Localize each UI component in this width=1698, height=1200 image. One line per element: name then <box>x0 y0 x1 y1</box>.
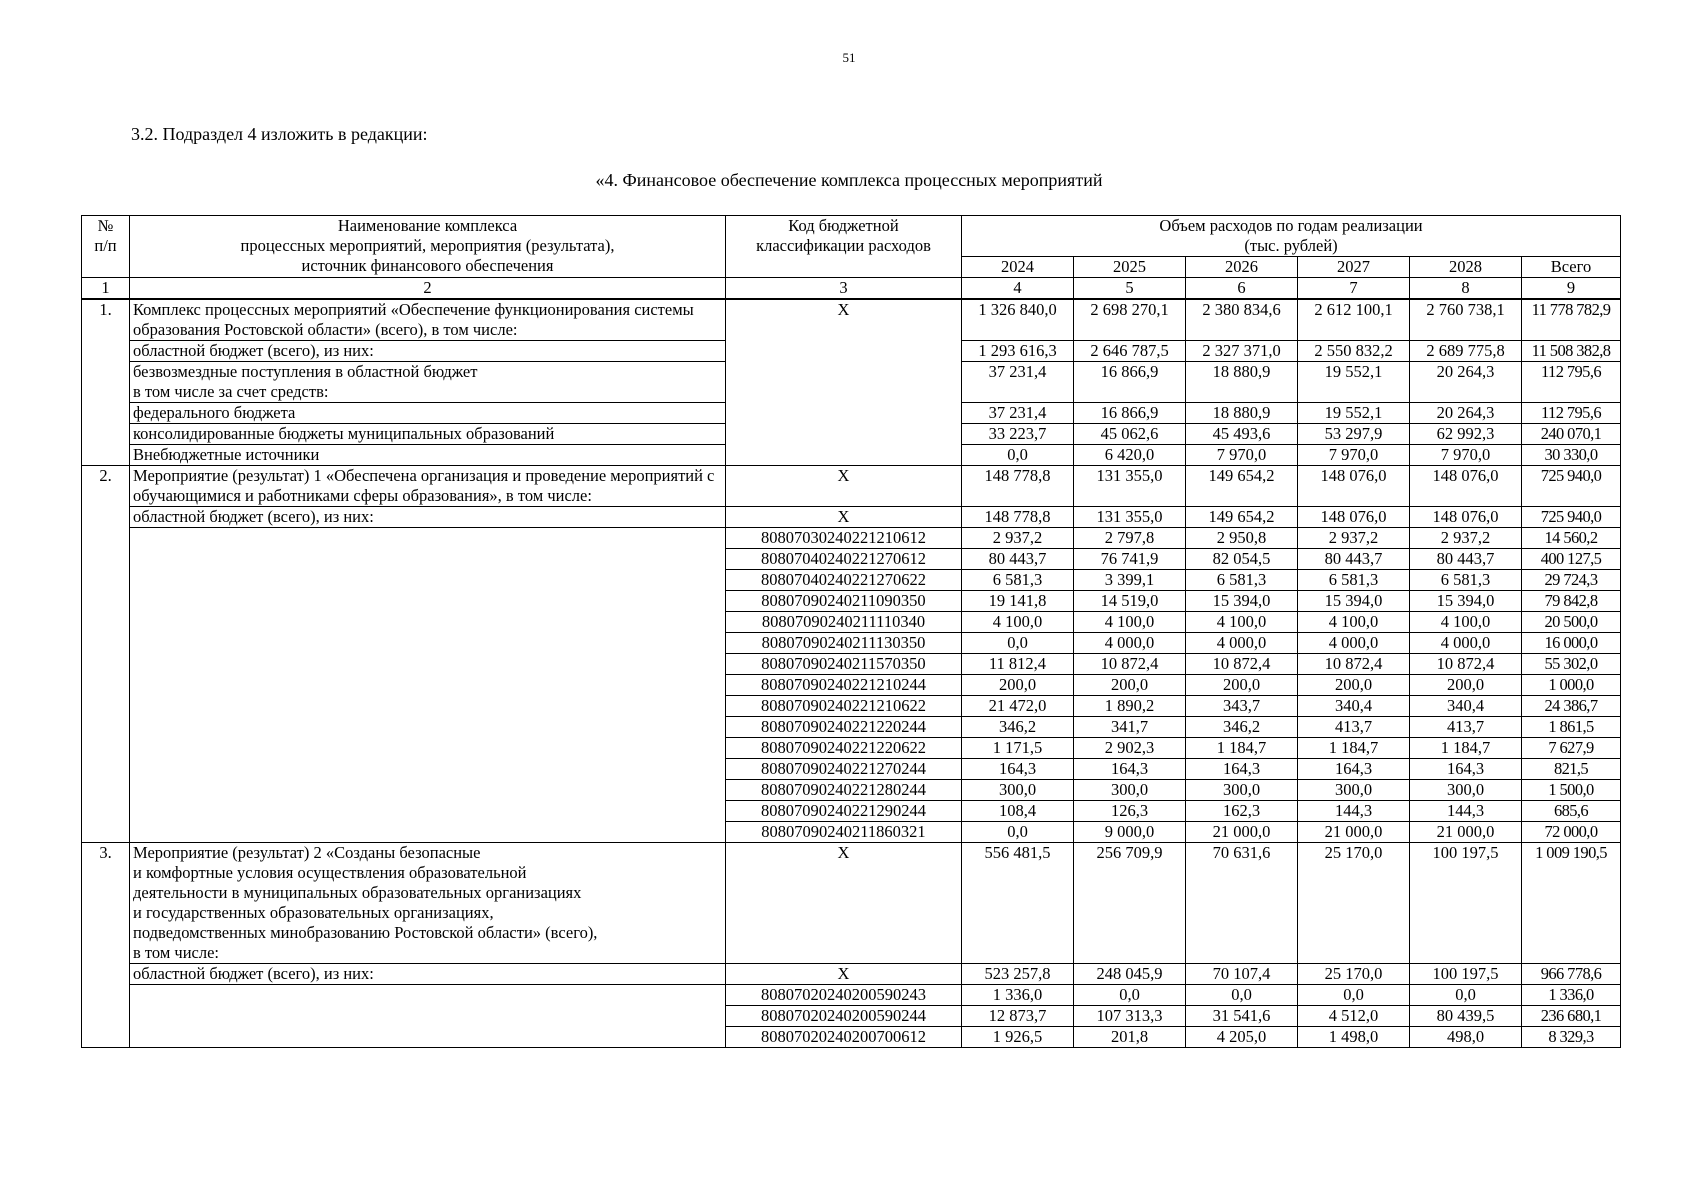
value-cell: 15 394,0 <box>1298 591 1410 612</box>
section2-title-row <box>82 466 1621 507</box>
financing-table <box>81 215 1621 1048</box>
budget-code: 80807030240221210612 <box>726 528 962 549</box>
value-cell: 2 550 832,2 <box>1298 341 1410 362</box>
value-cell: 37 231,4 <box>962 362 1074 403</box>
value-cell: 100 197,5 <box>1410 964 1522 985</box>
value-cell: 162,3 <box>1186 801 1298 822</box>
value-cell: 1 861,5 <box>1522 717 1621 738</box>
header-row <box>82 216 1621 257</box>
value-cell: 256 709,9 <box>1074 843 1186 964</box>
value-cell: 2 612 100,1 <box>1298 299 1410 341</box>
value-cell: 12 873,7 <box>962 1006 1074 1027</box>
budget-code: 80807090240221210622 <box>726 696 962 717</box>
value-cell: 149 654,2 <box>1186 507 1298 528</box>
value-cell: 20 264,3 <box>1410 403 1522 424</box>
row-name: областной бюджет (всего), из них: <box>130 341 726 362</box>
header-no: № п/п <box>82 216 130 278</box>
value-cell: 79 842,8 <box>1522 591 1621 612</box>
value-cell: 4 100,0 <box>1298 612 1410 633</box>
column-number: 9 <box>1522 278 1621 300</box>
value-cell: 0,0 <box>962 822 1074 843</box>
value-cell: 2 698 270,1 <box>1074 299 1186 341</box>
value-cell: 966 778,6 <box>1522 964 1621 985</box>
value-cell: 1 293 616,3 <box>962 341 1074 362</box>
value-cell: 725 940,0 <box>1522 466 1621 507</box>
budget-code: 80807090240211130350 <box>726 633 962 654</box>
value-cell: 19 552,1 <box>1298 362 1410 403</box>
section2-regional-row <box>82 507 1621 528</box>
value-cell: 1 336,0 <box>1522 985 1621 1006</box>
value-cell: 2 380 834,6 <box>1186 299 1298 341</box>
value-cell: 498,0 <box>1410 1027 1522 1048</box>
header-volume: Объем расходов по годам реализации (тыс. рублей) <box>962 216 1621 257</box>
column-number: 7 <box>1298 278 1410 300</box>
budget-code: Х <box>726 964 962 985</box>
value-cell: 10 872,4 <box>1186 654 1298 675</box>
row-name: федерального бюджета <box>130 403 726 424</box>
intro-text: 3.2. Подраздел 4 изложить в редакции: <box>131 124 428 144</box>
value-cell: 45 493,6 <box>1186 424 1298 445</box>
value-cell: 126,3 <box>1074 801 1186 822</box>
value-cell: 11 812,4 <box>962 654 1074 675</box>
value-cell: 248 045,9 <box>1074 964 1186 985</box>
value-cell: 148 076,0 <box>1410 466 1522 507</box>
row-number: 3. <box>82 843 130 1048</box>
value-cell: 76 741,9 <box>1074 549 1186 570</box>
budget-code: 80807090240221210244 <box>726 675 962 696</box>
value-cell: 821,5 <box>1522 759 1621 780</box>
value-cell: 2 937,2 <box>1410 528 1522 549</box>
value-cell: 100 197,5 <box>1410 843 1522 964</box>
budget-code: 80807090240211570350 <box>726 654 962 675</box>
row-number: 1. <box>82 299 130 466</box>
page-number: 51 <box>842 50 856 65</box>
empty-name-cell <box>130 985 726 1048</box>
row-name: областной бюджет (всего), из них: <box>130 507 726 528</box>
value-cell: 131 355,0 <box>1074 466 1186 507</box>
value-cell: 1 500,0 <box>1522 780 1621 801</box>
budget-code: Х <box>726 507 962 528</box>
value-cell: 400 127,5 <box>1522 549 1621 570</box>
value-cell: 148 778,8 <box>962 507 1074 528</box>
value-cell: 6 581,3 <box>962 570 1074 591</box>
budget-code: Х <box>726 843 962 964</box>
value-cell: 164,3 <box>1074 759 1186 780</box>
budget-code: 80807090240221220622 <box>726 738 962 759</box>
value-cell: 10 872,4 <box>1074 654 1186 675</box>
value-cell: 343,7 <box>1186 696 1298 717</box>
row-number: 2. <box>82 466 130 843</box>
value-cell: 201,8 <box>1074 1027 1186 1048</box>
budget-code: 80807090240221280244 <box>726 780 962 801</box>
value-cell: 10 872,4 <box>1298 654 1410 675</box>
value-cell: 15 394,0 <box>1410 591 1522 612</box>
section2-code-row <box>82 528 1621 549</box>
budget-code: 80807020240200590244 <box>726 1006 962 1027</box>
value-cell: 1 184,7 <box>1298 738 1410 759</box>
value-cell: 1 009 190,5 <box>1522 843 1621 964</box>
value-cell: 7 970,0 <box>1186 445 1298 466</box>
value-cell: 556 481,5 <box>962 843 1074 964</box>
column-number: 2 <box>130 278 726 300</box>
value-cell: 15 394,0 <box>1186 591 1298 612</box>
value-cell: 2 646 787,5 <box>1074 341 1186 362</box>
value-cell: 300,0 <box>1410 780 1522 801</box>
header-year: 2027 <box>1298 257 1410 278</box>
value-cell: 413,7 <box>1298 717 1410 738</box>
value-cell: 20 500,0 <box>1522 612 1621 633</box>
budget-code: 80807090240211110340 <box>726 612 962 633</box>
value-cell: 0,0 <box>1074 985 1186 1006</box>
value-cell: 19 141,8 <box>962 591 1074 612</box>
header-year: 2024 <box>962 257 1074 278</box>
column-numbers-row <box>82 278 1621 300</box>
value-cell: 2 797,8 <box>1074 528 1186 549</box>
row-name: областной бюджет (всего), из них: <box>130 964 726 985</box>
value-cell: 16 866,9 <box>1074 362 1186 403</box>
header-year: 2028 <box>1410 257 1522 278</box>
value-cell: 164,3 <box>1298 759 1410 780</box>
value-cell: 16 866,9 <box>1074 403 1186 424</box>
budget-code: 80807020240200700612 <box>726 1027 962 1048</box>
column-number: 6 <box>1186 278 1298 300</box>
column-number: 8 <box>1410 278 1522 300</box>
value-cell: 6 581,3 <box>1410 570 1522 591</box>
value-cell: 149 654,2 <box>1186 466 1298 507</box>
value-cell: 1 890,2 <box>1074 696 1186 717</box>
value-cell: 30 330,0 <box>1522 445 1621 466</box>
value-cell: 164,3 <box>1410 759 1522 780</box>
value-cell: 80 443,7 <box>1298 549 1410 570</box>
budget-code: 80807040240221270622 <box>726 570 962 591</box>
value-cell: 2 950,8 <box>1186 528 1298 549</box>
budget-code: 80807020240200590243 <box>726 985 962 1006</box>
section3-title-row <box>82 843 1621 964</box>
value-cell: 346,2 <box>962 717 1074 738</box>
value-cell: 148 076,0 <box>1298 507 1410 528</box>
value-cell: 148 076,0 <box>1410 507 1522 528</box>
value-cell: 685,6 <box>1522 801 1621 822</box>
value-cell: 3 399,1 <box>1074 570 1186 591</box>
value-cell: 6 581,3 <box>1298 570 1410 591</box>
value-cell: 7 970,0 <box>1298 445 1410 466</box>
value-cell: 200,0 <box>1298 675 1410 696</box>
value-cell: 16 000,0 <box>1522 633 1621 654</box>
value-cell: 240 070,1 <box>1522 424 1621 445</box>
value-cell: 21 000,0 <box>1186 822 1298 843</box>
value-cell: 70 631,6 <box>1186 843 1298 964</box>
value-cell: 1 171,5 <box>962 738 1074 759</box>
value-cell: 25 170,0 <box>1298 843 1410 964</box>
value-cell: 1 498,0 <box>1298 1027 1410 1048</box>
value-cell: 4 100,0 <box>962 612 1074 633</box>
row-name: безвозмездные поступления в областной бюджет в том числе за счет средств: <box>130 362 726 403</box>
value-cell: 4 000,0 <box>1410 633 1522 654</box>
empty-name-cell <box>130 528 726 843</box>
value-cell: 2 937,2 <box>962 528 1074 549</box>
value-cell: 7 627,9 <box>1522 738 1621 759</box>
value-cell: 236 680,1 <box>1522 1006 1621 1027</box>
value-cell: 4 000,0 <box>1186 633 1298 654</box>
value-cell: 200,0 <box>1410 675 1522 696</box>
column-number: 1 <box>82 278 130 300</box>
row-name: Мероприятие (результат) 1 «Обеспечена организация и проведение мероприятий с обучающимися и работниками сферы образования», в том числе: <box>130 466 726 507</box>
budget-code: 80807090240221290244 <box>726 801 962 822</box>
value-cell: 0,0 <box>962 633 1074 654</box>
row-name: Внебюджетные источники <box>130 445 726 466</box>
header-year: 2025 <box>1074 257 1186 278</box>
value-cell: 45 062,6 <box>1074 424 1186 445</box>
value-cell: 144,3 <box>1298 801 1410 822</box>
value-cell: 341,7 <box>1074 717 1186 738</box>
value-cell: 53 297,9 <box>1298 424 1410 445</box>
value-cell: 25 170,0 <box>1298 964 1410 985</box>
section3-regional-row <box>82 964 1621 985</box>
value-cell: 33 223,7 <box>962 424 1074 445</box>
value-cell: 340,4 <box>1410 696 1522 717</box>
value-cell: 2 902,3 <box>1074 738 1186 759</box>
section3-code-row <box>82 985 1621 1006</box>
value-cell: 11 508 382,8 <box>1522 341 1621 362</box>
budget-code: Х <box>726 299 962 466</box>
row-name: Мероприятие (результат) 2 «Созданы безопасные и комфортные условия осуществления образовательной деятельности в муниципальных образовательных организациях и государственных образовательных организациях, подведомственных минобразованию Ростовской области» (всего), в том числе: <box>130 843 726 964</box>
value-cell: 70 107,4 <box>1186 964 1298 985</box>
value-cell: 14 519,0 <box>1074 591 1186 612</box>
value-cell: 2 327 371,0 <box>1186 341 1298 362</box>
header-year: Всего <box>1522 257 1621 278</box>
value-cell: 14 560,2 <box>1522 528 1621 549</box>
value-cell: 6 420,0 <box>1074 445 1186 466</box>
value-cell: 300,0 <box>1298 780 1410 801</box>
value-cell: 4 000,0 <box>1298 633 1410 654</box>
value-cell: 1 926,5 <box>962 1027 1074 1048</box>
header-code: Код бюджетной классификации расходов <box>726 216 962 278</box>
value-cell: 200,0 <box>1074 675 1186 696</box>
value-cell: 200,0 <box>962 675 1074 696</box>
column-number: 3 <box>726 278 962 300</box>
value-cell: 18 880,9 <box>1186 403 1298 424</box>
value-cell: 9 000,0 <box>1074 822 1186 843</box>
value-cell: 144,3 <box>1410 801 1522 822</box>
row-name: консолидированные бюджеты муниципальных образований <box>130 424 726 445</box>
value-cell: 4 100,0 <box>1410 612 1522 633</box>
budget-code: 80807090240221270244 <box>726 759 962 780</box>
budget-code: 80807090240211090350 <box>726 591 962 612</box>
section1-row <box>82 299 1621 341</box>
value-cell: 0,0 <box>962 445 1074 466</box>
value-cell: 340,4 <box>1298 696 1410 717</box>
value-cell: 1 184,7 <box>1186 738 1298 759</box>
budget-code: 80807090240221220244 <box>726 717 962 738</box>
value-cell: 4 000,0 <box>1074 633 1186 654</box>
value-cell: 131 355,0 <box>1074 507 1186 528</box>
value-cell: 55 302,0 <box>1522 654 1621 675</box>
header-year: 2026 <box>1186 257 1298 278</box>
value-cell: 8 329,3 <box>1522 1027 1621 1048</box>
value-cell: 112 795,6 <box>1522 403 1621 424</box>
value-cell: 148 076,0 <box>1298 466 1410 507</box>
value-cell: 4 100,0 <box>1186 612 1298 633</box>
value-cell: 24 386,7 <box>1522 696 1621 717</box>
value-cell: 112 795,6 <box>1522 362 1621 403</box>
value-cell: 37 231,4 <box>962 403 1074 424</box>
value-cell: 1 000,0 <box>1522 675 1621 696</box>
value-cell: 29 724,3 <box>1522 570 1621 591</box>
value-cell: 80 443,7 <box>962 549 1074 570</box>
value-cell: 4 100,0 <box>1074 612 1186 633</box>
value-cell: 0,0 <box>1186 985 1298 1006</box>
value-cell: 82 054,5 <box>1186 549 1298 570</box>
budget-code: 80807090240211860321 <box>726 822 962 843</box>
value-cell: 1 336,0 <box>962 985 1074 1006</box>
value-cell: 10 872,4 <box>1410 654 1522 675</box>
value-cell: 80 443,7 <box>1410 549 1522 570</box>
value-cell: 0,0 <box>1298 985 1410 1006</box>
row-name: Комплекс процессных мероприятий «Обеспечение функционирования системы образования Ростовской области» (всего), в том числе: <box>130 299 726 341</box>
value-cell: 31 541,6 <box>1186 1006 1298 1027</box>
value-cell: 2 689 775,8 <box>1410 341 1522 362</box>
value-cell: 72 000,0 <box>1522 822 1621 843</box>
value-cell: 1 326 840,0 <box>962 299 1074 341</box>
value-cell: 523 257,8 <box>962 964 1074 985</box>
value-cell: 21 000,0 <box>1410 822 1522 843</box>
value-cell: 413,7 <box>1410 717 1522 738</box>
value-cell: 62 992,3 <box>1410 424 1522 445</box>
value-cell: 2 937,2 <box>1298 528 1410 549</box>
value-cell: 108,4 <box>962 801 1074 822</box>
column-number: 5 <box>1074 278 1186 300</box>
section-title: «4. Финансовое обеспечение комплекса процессных мероприятий <box>595 170 1103 190</box>
value-cell: 164,3 <box>962 759 1074 780</box>
value-cell: 725 940,0 <box>1522 507 1621 528</box>
value-cell: 346,2 <box>1186 717 1298 738</box>
value-cell: 0,0 <box>1410 985 1522 1006</box>
value-cell: 21 000,0 <box>1298 822 1410 843</box>
column-number: 4 <box>962 278 1074 300</box>
budget-code: 80807040240221270612 <box>726 549 962 570</box>
value-cell: 7 970,0 <box>1410 445 1522 466</box>
table-body <box>82 216 1621 1048</box>
value-cell: 21 472,0 <box>962 696 1074 717</box>
value-cell: 300,0 <box>962 780 1074 801</box>
header-name: Наименование комплекса процессных мероприятий, мероприятия (результата), источник финансового обеспечения <box>130 216 726 278</box>
value-cell: 164,3 <box>1186 759 1298 780</box>
value-cell: 11 778 782,9 <box>1522 299 1621 341</box>
value-cell: 107 313,3 <box>1074 1006 1186 1027</box>
value-cell: 300,0 <box>1186 780 1298 801</box>
value-cell: 20 264,3 <box>1410 362 1522 403</box>
value-cell: 18 880,9 <box>1186 362 1298 403</box>
value-cell: 6 581,3 <box>1186 570 1298 591</box>
value-cell: 200,0 <box>1186 675 1298 696</box>
value-cell: 19 552,1 <box>1298 403 1410 424</box>
value-cell: 300,0 <box>1074 780 1186 801</box>
value-cell: 4 205,0 <box>1186 1027 1298 1048</box>
value-cell: 2 760 738,1 <box>1410 299 1522 341</box>
value-cell: 1 184,7 <box>1410 738 1522 759</box>
value-cell: 148 778,8 <box>962 466 1074 507</box>
value-cell: 80 439,5 <box>1410 1006 1522 1027</box>
budget-code: Х <box>726 466 962 507</box>
value-cell: 4 512,0 <box>1298 1006 1410 1027</box>
